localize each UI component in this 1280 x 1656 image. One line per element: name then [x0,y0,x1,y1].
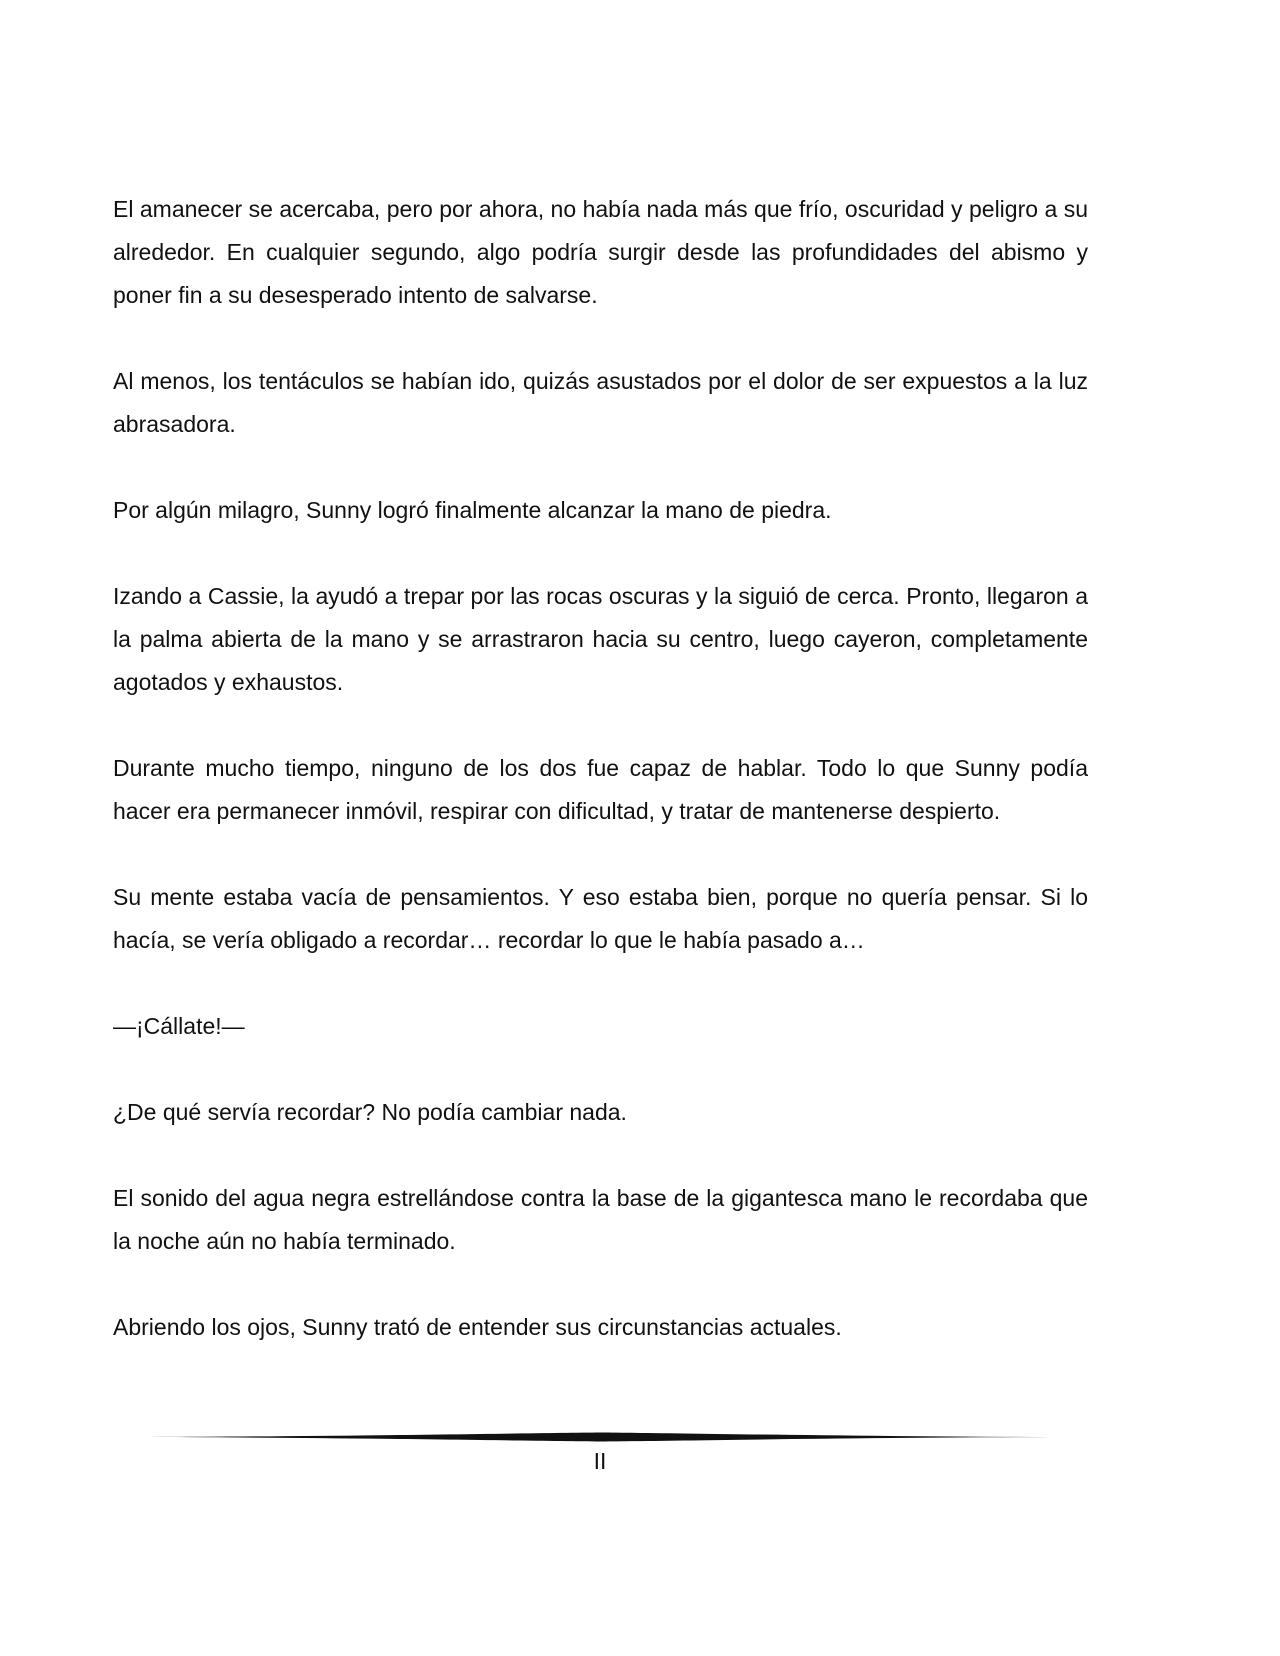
paragraph-6: Su mente estaba vacía de pensamientos. Y eso estaba bien, porque no quería pensar. Si lo hacía, se vería obligado a recordar… recordar lo que le había pasado a… [113,884,1088,953]
paragraph-4: Izando a Cassie, la ayudó a trepar por las rocas oscuras y la siguió de cerca. Pronto, llegaron a la palma abierta de la mano y se arrastraron hacia su centro, luego cayeron, completamente agotados y exhaustos. [113,583,1088,695]
paragraph-7: —¡Cállate!— [113,1013,245,1039]
paragraph-9: El sonido del agua negra estrellándose contra la base de la gigantesca mano le recordaba que la noche aún no había terminado. [113,1185,1088,1254]
page-number: II [593,1448,607,1474]
paragraph-3: Por algún milagro, Sunny logró finalmente alcanzar la mano de piedra. [113,497,832,523]
paragraph-1: El amanecer se acercaba, pero por ahora, no había nada más que frío, oscuridad y peligro a su alrededor. En cualquier segundo, algo podría surgir desde las profundidades del abismo y poner fin a su desesperado intento de salvarse. [113,196,1088,308]
body-text [113,188,1088,1392]
paragraph-2: Al menos, los tentáculos se habían ido, quizás asustados por el dolor de ser expuestos a la luz abrasadora. [113,368,1088,437]
paragraph-5: Durante mucho tiempo, ninguno de los dos fue capaz de hablar. Todo lo que Sunny podía hacer era permanecer inmóvil, respirar con dificultad, y tratar de mantenerse despierto. [113,755,1088,824]
paragraph-10: Abriendo los ojos, Sunny trató de entender sus circunstancias actuales. [113,1314,842,1340]
footer-divider-ornament [150,1431,1052,1443]
paragraph-8: ¿De qué servía recordar? No podía cambiar nada. [113,1099,627,1125]
